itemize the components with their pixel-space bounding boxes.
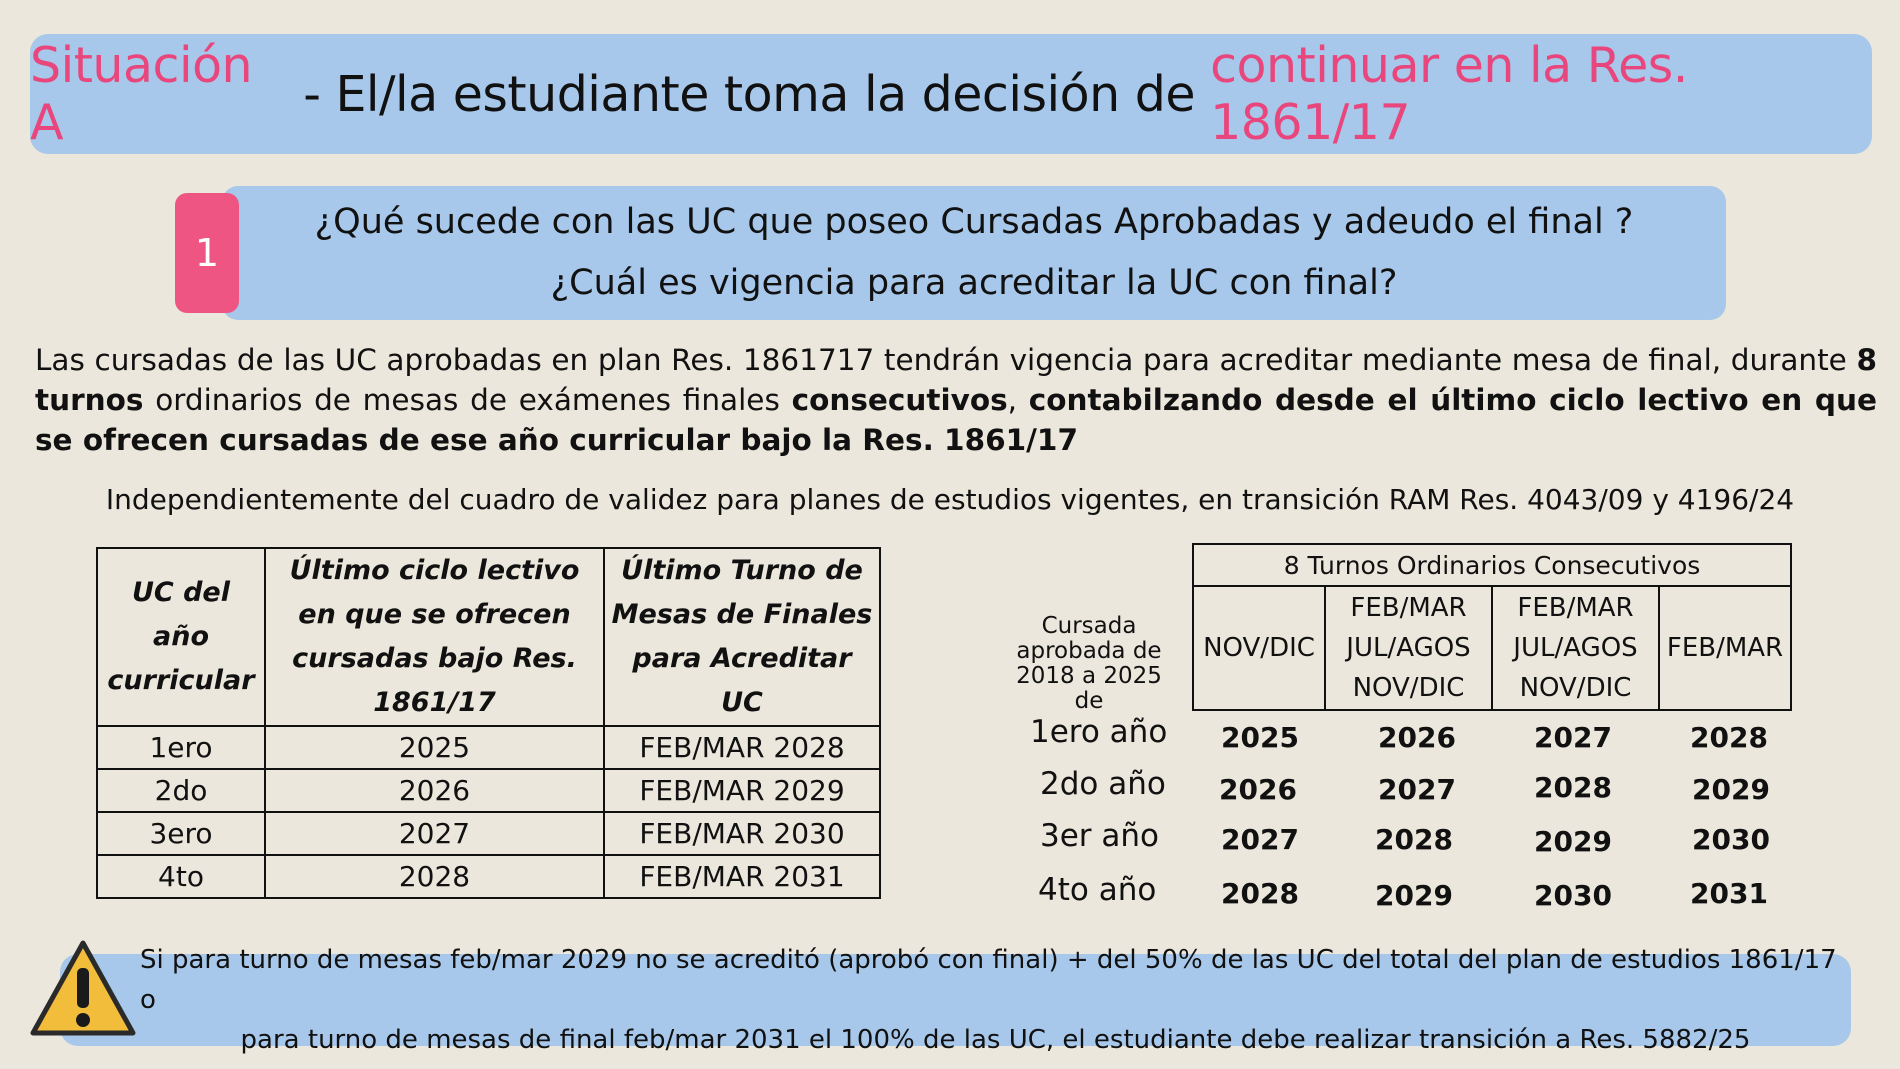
warning-line-1: Si para turno de mesas feb/mar 2029 no se acreditó (aprobó con final) + del 50% de las UC del total del plan de estudios 1861/17 o [140, 945, 1837, 1015]
year-value: 2027 [1534, 721, 1612, 754]
table-cell: 3ero [97, 812, 265, 855]
paragraph-text-1: Las cursadas de las UC aprobadas en plan Res. 1861717 tendrán vigencia para acreditar mediante mesa de final, durante [35, 343, 1857, 377]
table-cell: 2027 [265, 812, 604, 855]
cursada-label-line: Cursada [1041, 613, 1137, 639]
turn-column-3-line: JUL/AGOS [1513, 633, 1638, 663]
cursada-label-line: 2018 a 2025 [1016, 663, 1162, 689]
year-row-label: 3er año [1040, 818, 1160, 854]
table-header-turn: Último Turno de Mesas de Finales para Acreditar UC [604, 548, 880, 726]
table-cell: FEB/MAR 2030 [604, 812, 880, 855]
turn-column-4: FEB/MAR [1659, 586, 1791, 710]
paragraph-text-2: ordinarios de mesas de exámenes finales [143, 383, 792, 417]
year-value: 2029 [1692, 773, 1770, 806]
year-value: 2028 [1375, 823, 1453, 856]
table-cell: FEB/MAR 2031 [604, 855, 880, 898]
year-value: 2028 [1690, 721, 1768, 754]
paragraph-bold-3: contabilzando desde el último ciclo lectivo en que se ofrecen cursadas de ese año curricular bajo la Res. 1861/17 [35, 383, 1877, 457]
turn-column-2-line: JUL/AGOS [1346, 633, 1471, 663]
table-row [97, 812, 880, 855]
paragraph-text-3: , [1007, 383, 1029, 417]
question-number-badge: 1 [175, 193, 239, 313]
year-value: 2027 [1378, 773, 1456, 806]
title-middle: - El/la estudiante toma la decisión de [288, 65, 1211, 123]
table-cell: 4to [97, 855, 265, 898]
title-highlight: continuar en la Res. 1861/17 [1210, 37, 1688, 151]
table-row [97, 769, 880, 812]
table-cell: 2do [97, 769, 265, 812]
cursada-label-line: de [1074, 688, 1104, 714]
year-row-label: 1ero año [1030, 714, 1168, 750]
turn-column-2-line: NOV/DIC [1352, 673, 1465, 703]
turn-column-2-line: FEB/MAR [1350, 593, 1467, 623]
explanation-paragraph [35, 340, 1877, 460]
year-value: 2030 [1692, 823, 1770, 856]
table-cell: 2025 [265, 726, 604, 769]
validity-table [96, 547, 881, 899]
table-row [97, 726, 880, 769]
turn-column-3 [1492, 586, 1659, 710]
table-header-year: UC del año curricular [97, 548, 265, 726]
table-cell: FEB/MAR 2028 [604, 726, 880, 769]
year-value: 2025 [1221, 721, 1299, 754]
question-line-1: ¿Qué sucede con las UC que poseo Cursadas Aprobadas y adeudo el final ? [314, 202, 1634, 242]
table-header-cycle: Último ciclo lectivo en que se ofrecen cursadas bajo Res. 1861/17 [265, 548, 604, 726]
note-line: Independientemente del cuadro de validez para planes de estudios vigentes, en transición RAM Res. 4043/09 y 4196/24 [105, 483, 1795, 516]
turn-column-3-line: NOV/DIC [1519, 673, 1632, 703]
year-value: 2026 [1219, 773, 1297, 806]
warning-banner [60, 945, 1851, 1055]
table-cell: 2028 [265, 855, 604, 898]
warning-icon [28, 938, 138, 1038]
year-row-label: 4to año [1038, 872, 1157, 908]
year-value: 2027 [1221, 823, 1299, 856]
year-value: 2026 [1378, 721, 1456, 754]
title-banner [30, 34, 1872, 154]
turn-column-1: NOV/DIC [1193, 586, 1325, 710]
turn-column-3-line: FEB/MAR [1517, 593, 1634, 623]
year-row-label: 2do año [1040, 766, 1166, 802]
table-row [97, 855, 880, 898]
year-value: 2029 [1375, 879, 1453, 912]
question-line-2: ¿Cuál es vigencia para acreditar la UC con final? [550, 263, 1398, 303]
title-situation: Situación A [30, 37, 253, 151]
turn-column-2 [1325, 586, 1492, 710]
cursada-label [1003, 614, 1175, 714]
table-cell: FEB/MAR 2029 [604, 769, 880, 812]
table-cell: 2026 [265, 769, 604, 812]
warning-line-2: para turno de mesas de final feb/mar 2031 el 100% de las UC, el estudiante debe realizar transición a Res. 5882/25 [240, 1025, 1751, 1055]
paragraph-bold-1: 8 turnos [35, 343, 1877, 417]
year-value: 2028 [1534, 771, 1612, 804]
year-value: 2031 [1690, 877, 1768, 910]
table-cell: 1ero [97, 726, 265, 769]
year-value: 2030 [1534, 879, 1612, 912]
turns-header-title: 8 Turnos Ordinarios Consecutivos [1193, 544, 1791, 586]
cursada-label-line: aprobada de [1016, 638, 1162, 664]
year-value: 2029 [1534, 825, 1612, 858]
paragraph-bold-2: consecutivos [791, 383, 1008, 417]
turns-header-table [1192, 543, 1792, 711]
year-value: 2028 [1221, 877, 1299, 910]
question-banner [222, 186, 1726, 320]
